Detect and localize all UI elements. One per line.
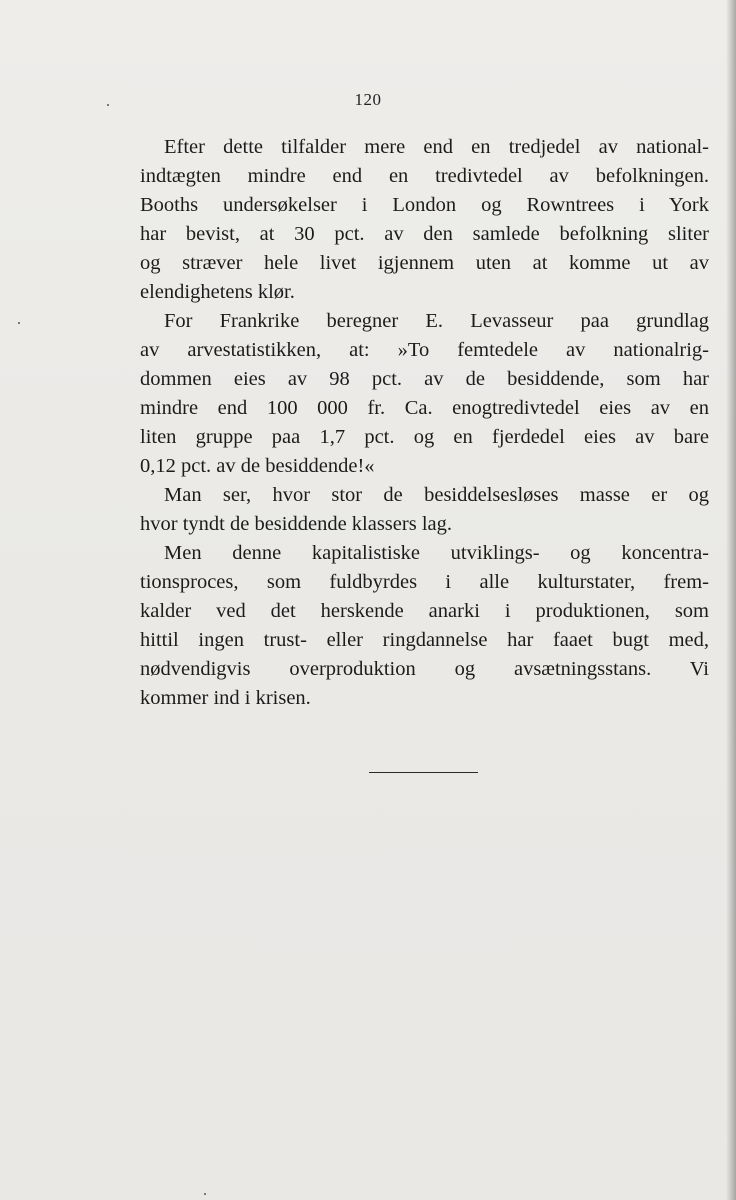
text-line: nødvendigvis overproduktion og avsætningsstans. Vi <box>140 658 709 680</box>
text-line: tionsproces, som fuldbyrdes i alle kulturstater, frem- <box>140 571 709 593</box>
page-number: 120 <box>354 90 382 109</box>
text-line: av arvestatistikken, at: »To femtedele av nationalrig- <box>140 339 709 361</box>
text-line: 0,12 pct. av de besiddende!« <box>140 455 375 477</box>
text-line: For Frankrike beregner E. Levasseur paa grundlag <box>164 310 709 332</box>
text-line: Man ser, hvor stor de besiddelsesløses masse er og <box>164 484 709 506</box>
text-line: hvor tyndt de besiddende klassers lag. <box>140 513 452 535</box>
text-line: har bevist, at 30 pct. av den samlede befolkning sliter <box>140 223 709 245</box>
text-line: Men denne kapitalistiske utviklings- og koncentra- <box>164 542 709 564</box>
text-line: Efter dette tilfalder mere end en tredjedel av national- <box>164 136 709 158</box>
body-text <box>140 133 709 713</box>
paper-speck <box>18 322 20 324</box>
text-line: kalder ved det herskende anarki i produktionen, som <box>140 600 709 622</box>
text-line: Booths undersøkelser i London og Rowntrees i York <box>140 194 709 216</box>
paper-speck <box>107 104 109 106</box>
section-end-rule <box>369 772 478 773</box>
text-line: mindre end 100 000 fr. Ca. enogtredivtedel eies av en <box>140 397 709 419</box>
text-line: og stræver hele livet igjennem uten at komme ut av <box>140 252 709 274</box>
page-edge-shadow <box>726 0 736 1200</box>
text-line: liten gruppe paa 1,7 pct. og en fjerdedel eies av bare <box>140 426 709 448</box>
text-line: hittil ingen trust- eller ringdannelse har faaet bugt med, <box>140 629 709 651</box>
text-line: kommer ind i krisen. <box>140 687 311 709</box>
text-line: elendighetens klør. <box>140 281 295 303</box>
text-line: dommen eies av 98 pct. av de besiddende, som har <box>140 368 709 390</box>
text-line: indtægten mindre end en tredivtedel av befolkningen. <box>140 165 709 187</box>
paper-speck <box>204 1193 206 1195</box>
